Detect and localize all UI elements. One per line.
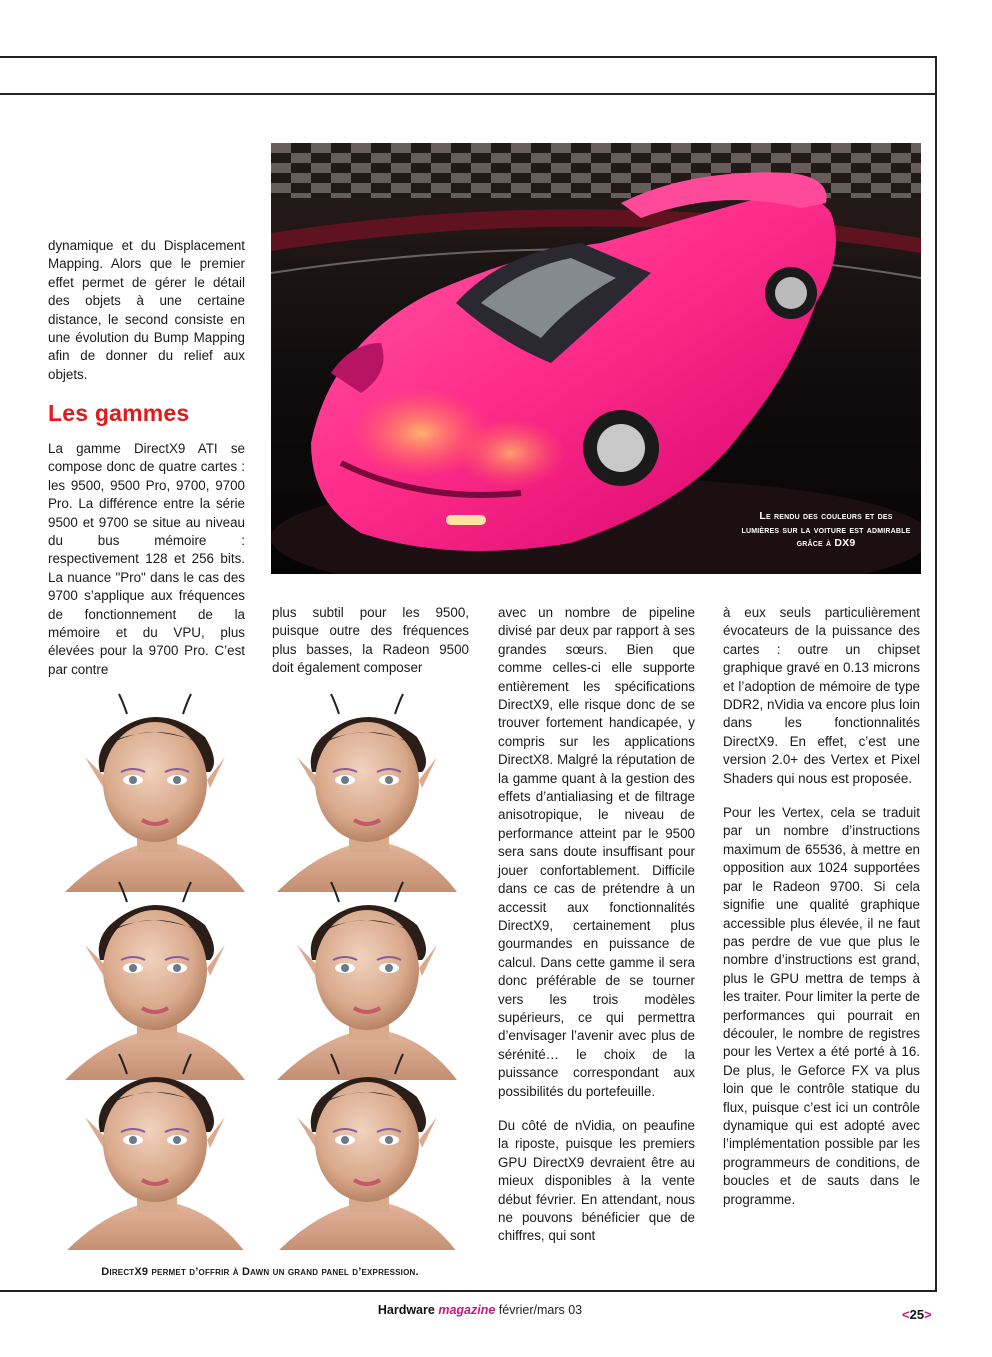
bottom-frame-rule <box>0 1290 937 1292</box>
page-number-value: 25 <box>909 1307 925 1322</box>
page-footer <box>330 1303 630 1317</box>
right-frame-rule <box>935 94 937 1292</box>
column-4 <box>723 604 920 1225</box>
paragraph-gammes: La gamme DirectX9 ATI se compose donc de quatre cartes : les 9500, 9500 Pro, 9700, 9700 Pro. La différence entre la série 9500 et 9700 se situe au niveau du bus mémoire : respectivement 128 et 256 bits. La nuance "Pro" dans le cas des 9700 s’applique aux fréquences de fonctionnement de la mémoire et du VPU, plus élevées pour la 9700 Pro. C’est par contre <box>48 441 245 677</box>
column-2 <box>272 604 469 694</box>
car-caption: Le rendu des couleurs et des lumières sur la voiture est admirable grâce à DX9 <box>741 510 911 549</box>
header-frame <box>0 56 937 95</box>
paragraph-radeon9500: plus subtil pour les 9500, puisque outre des fréquences plus basses, la Radeon 9500 doit également composer <box>272 605 469 676</box>
section-heading: Les gammes <box>48 400 190 426</box>
footer-issue: février/mars 03 <box>498 1303 583 1317</box>
paragraph-displacement: dynamique et du Displacement Mapping. Alors que le premier effet permet de gérer le détail des objets à une certaine distance, le second consiste en une évolution du Bump Mapping afin de donner du relief aux objets. <box>48 238 245 382</box>
column-1-top <box>48 237 245 400</box>
paragraph-nvidia: Du côté de nVidia, on peaufine la riposte, puisque les premiers GPU DirectX9 devraient être au mieux disponibles à la vente début février. En attendant, nous ne pouvons bénéficier que de chiffres, qui sont <box>498 1117 695 1244</box>
faces-illustration <box>45 690 467 1250</box>
footer-brand: Hardware <box>377 1303 435 1317</box>
column-1-bottom <box>48 440 245 695</box>
page-number: <25> <box>902 1307 932 1322</box>
paragraph-ddr2: à eux seuls particulièrement évocateurs de la puissance des cartes : outre un chipset graphique gravé en 0.13 microns et l’adoption de mémoire de type DDR2, nVidia va encore plus loin dans les fonctionnalités DirectX9. En effet, c’est une version 2.0+ des Vertex et Pixel Shaders qui nous est proposée. <box>723 605 920 786</box>
column-3 <box>498 604 695 1262</box>
paragraph-vertex: Pour les Vertex, cela se traduit par un nombre d’instructions maximum de 65536, à mettre en opposition aux 1024 supportées par le Radeon 9700. Si cela signifie une qualité graphique accessible plus élevée, il ne faut pas perdre de vue que plus le nombre d’instructions est grand, plus le GPU mettra de temps à les traiter. Pour limiter la perte de performances qui pourrait en découler, le nombre de registres pour les Vertex a été porté à 16. De plus, le Geforce FX va plus loin que le contrôle statique du flux, puisque c’est ici un contrôle dynamique qui est adopté avec l’implémentation possible par les programmeurs de conditions, de boucles et de sauts dans le programme. <box>723 805 920 1207</box>
paragraph-pipeline: avec un nombre de pipeline divisé par deux par rapport à ses grandes sœurs. Bien que comme celles-ci elle supporte entièrement les spécifications DirectX9, elle risque donc de se trouver fortement handicapée, y compris sur les applications DirectX8. Malgré la réputation de la gamme quant à la gestion des effets d’antialiasing et de filtrage anisotropique, le niveau de performance atteint par le 9500 sera sans doute insuffisant pour jouer confortablement. Difficile dans ce cas de prétendre à un accessit aux fonctionnalités DirectX9, certainement plus gourmandes en puissance de calcul. Dans cette gamme il sera donc préférable de se tourner vers les trois modèles supérieurs, ce qui permettra d’envisager l’avenir avec plus de sérénité… le choix de la puissance correspondant aux possibilités du portefeuille. <box>498 605 695 1099</box>
footer-magazine: magazine <box>438 1303 496 1317</box>
dawn-expressions-image <box>45 690 467 1250</box>
faces-caption: DirectX9 permet d’offrir à Dawn un grand panel d’expression. <box>101 1266 419 1278</box>
